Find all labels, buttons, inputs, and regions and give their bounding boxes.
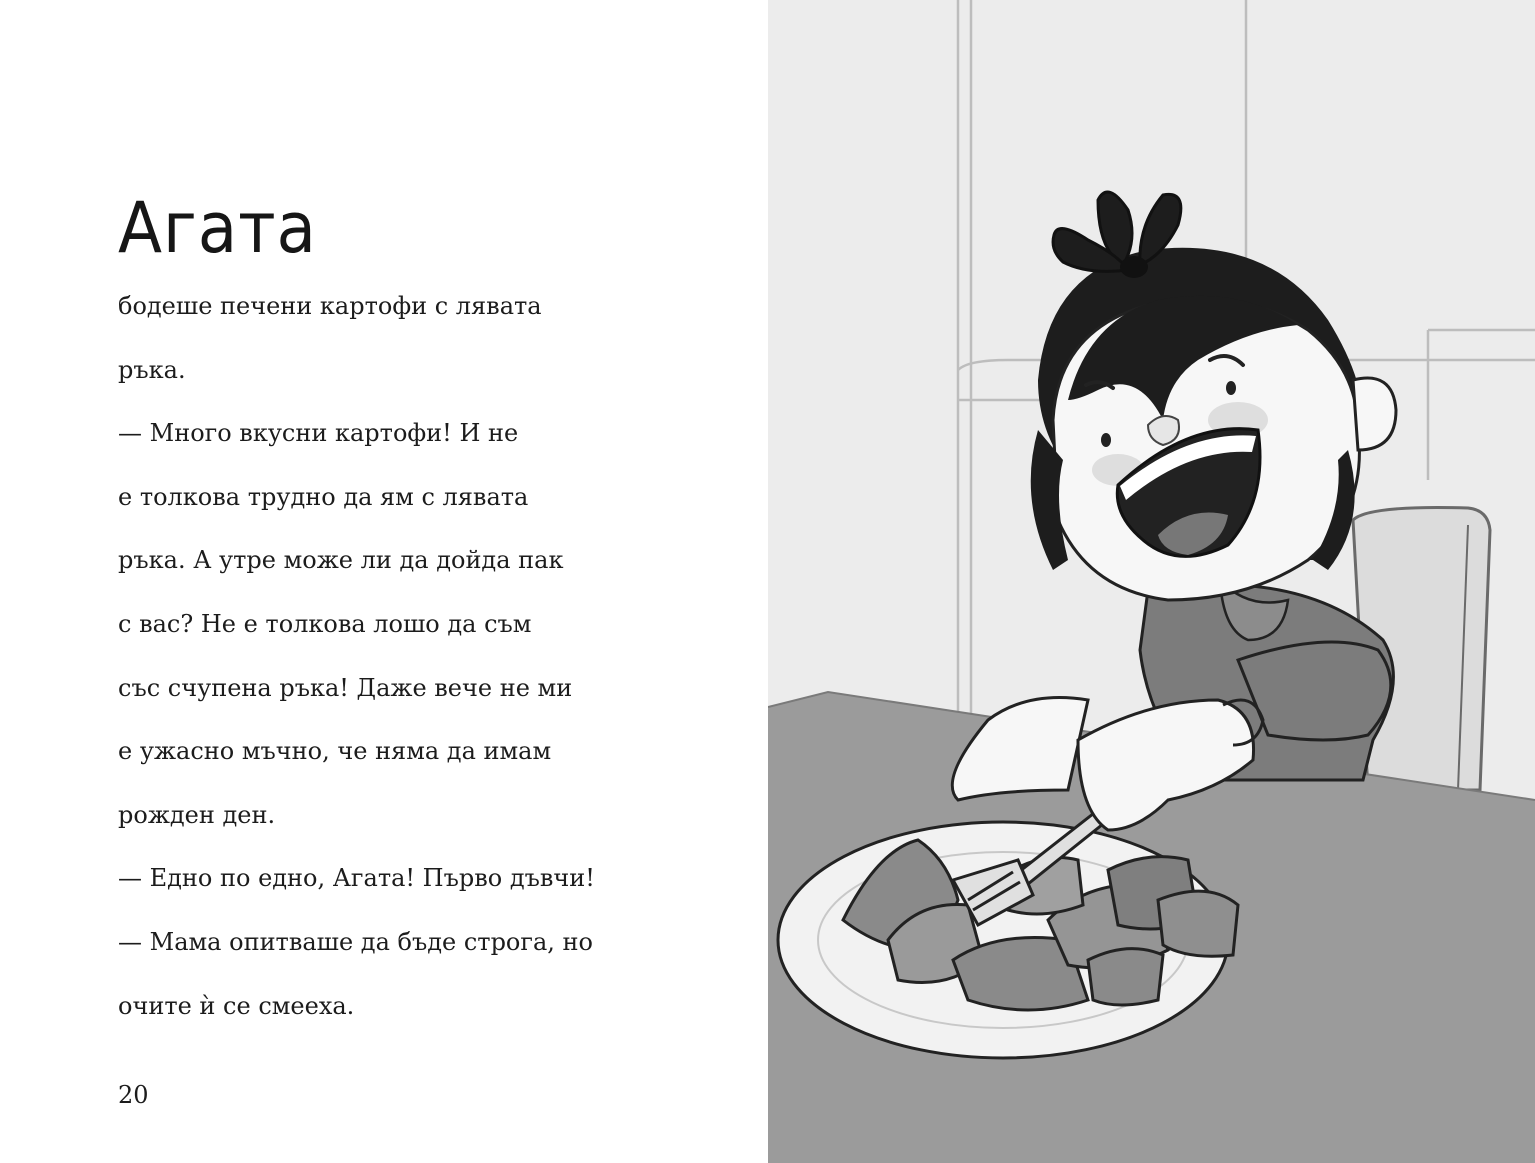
text-line: е толкова трудно да ям с лявата <box>118 482 529 511</box>
text-line: очите ѝ се смееха. <box>118 991 355 1020</box>
story-text <box>118 275 738 1038</box>
illustration-girl-eating-potatoes <box>768 0 1535 1163</box>
eye <box>1226 381 1236 395</box>
text-line: ръка. А утре може ли да дойда пак <box>118 546 564 575</box>
text-line: е ужасно мъчно, че няма да имам <box>118 737 552 766</box>
text-line: ръка. <box>118 355 186 384</box>
text-line: — Едно по едно, Агата! Първо дъвчи! <box>118 864 595 893</box>
text-line: бодеше печени картофи с лявата <box>118 292 542 320</box>
eye <box>1101 433 1111 447</box>
text-line: със счупена ръка! Даже вече не ми <box>118 673 573 702</box>
text-line: — Много вкусни картофи! И не <box>118 419 519 448</box>
text-line: с вас? Не е толкова лошо да съм <box>118 609 532 638</box>
illustration-svg <box>768 0 1535 1163</box>
text-line: рожден ден. <box>118 800 276 829</box>
page-number: 20 <box>118 1081 149 1109</box>
text-line: — Мама опитваше да бъде строга, но <box>118 927 593 956</box>
chapter-heading: Агата <box>118 187 317 269</box>
